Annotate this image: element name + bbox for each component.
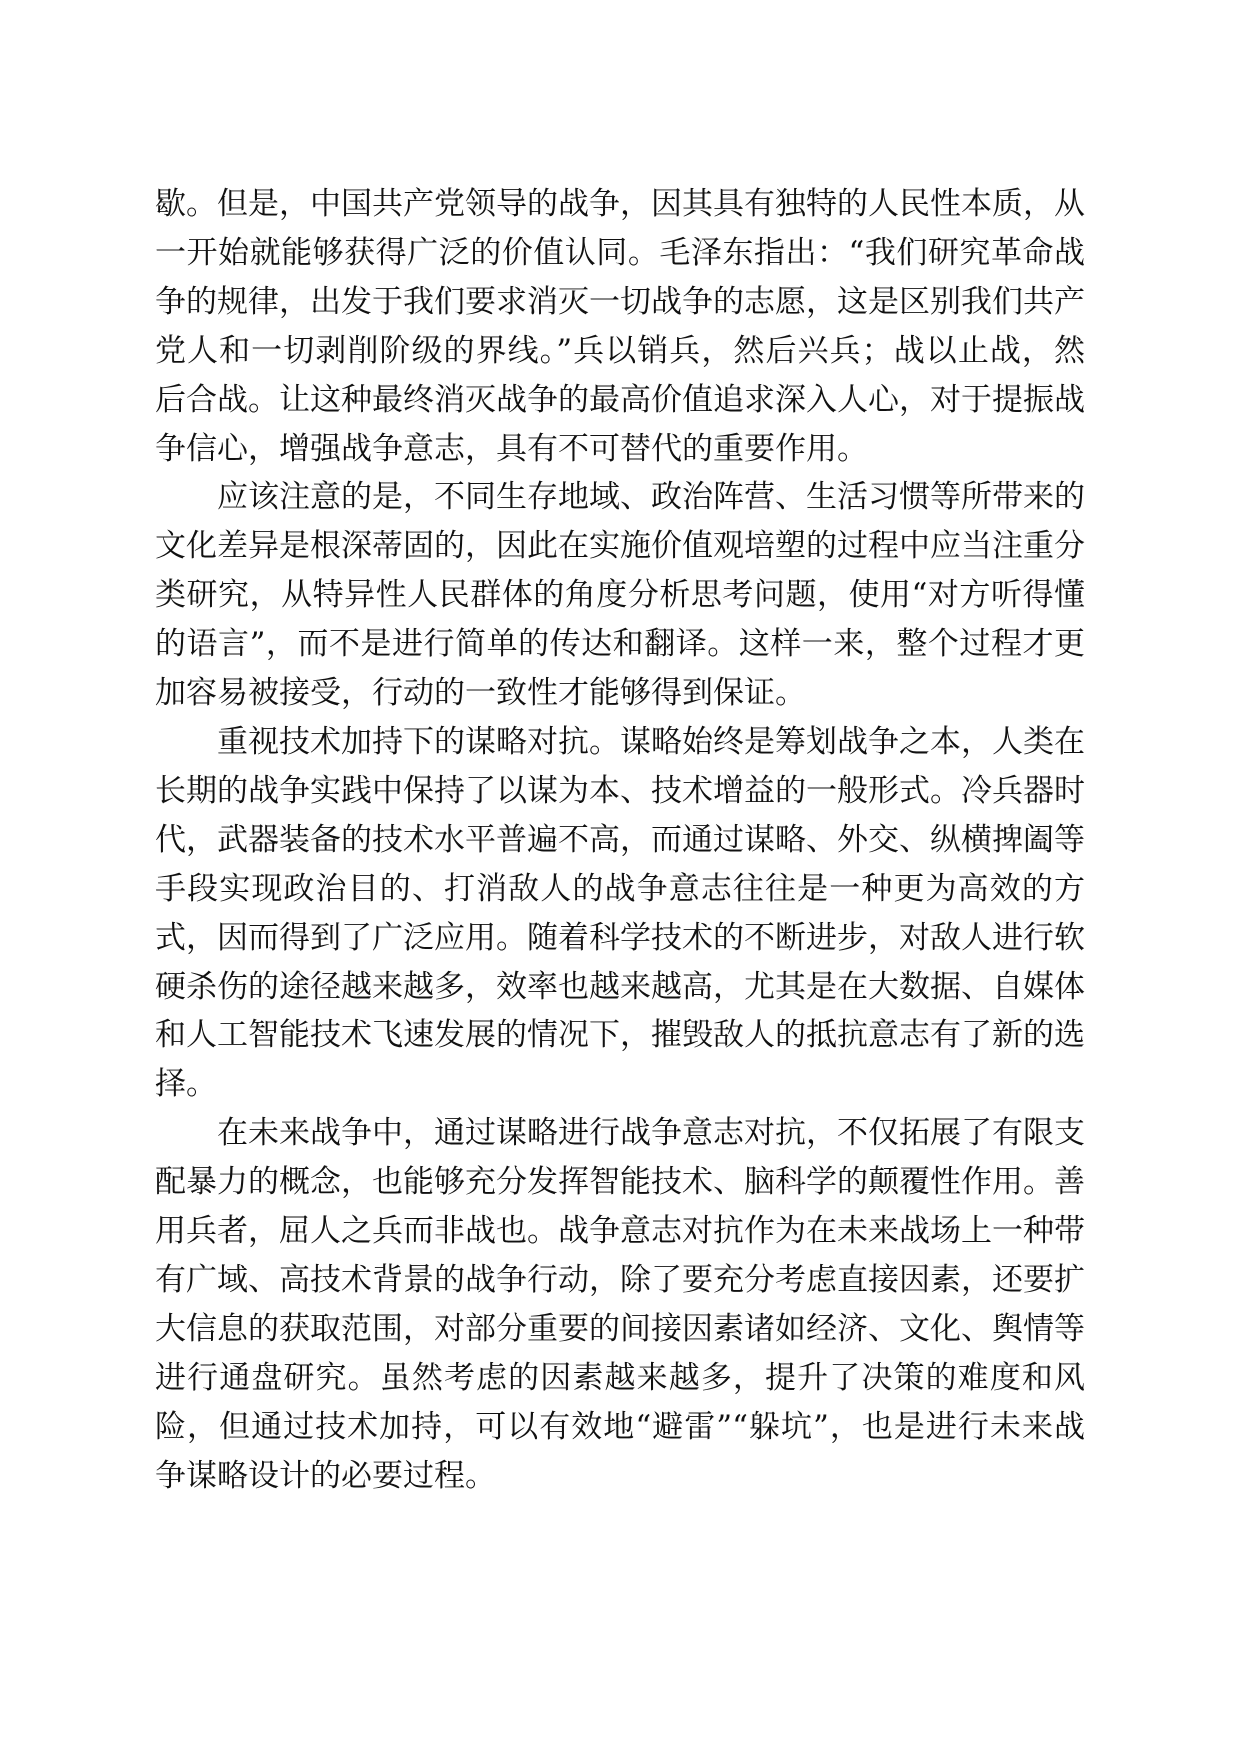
- paragraph-cultural-differences: 应该注意的是，不同生存地域、政治阵营、生活习惯等所带来的文化差异是根深蒂固的，因此在实施价值观培塑的过程中应当注重分类研究，从特异性人民群体的角度分析思考问题，使用“对方听得懂的语言”，而不是进行简单的传达和翻译。这样一来，整个过程才更加容易被接受，行动的一致性才能够得到保证。: [155, 479, 1085, 712]
- paragraph-continuation: 歇。但是，中国共产党领导的战争，因其具有独特的人民性本质，从一开始就能够获得广泛的价值认同。毛泽东指出：“我们研究革命战争的规律，出发于我们要求消灭一切战争的志愿，这是区别我们共产党人和一切剥削阶级的界线。”兵以销兵，然后兴兵；战以止战，然后合战。让这种最终消灭战争的最高价值追求深入人心，对于提振战争信心，增强战争意志，具有不可替代的重要作用。: [155, 186, 1085, 467]
- paragraph-strategy-confrontation: 重视技术加持下的谋略对抗。谋略始终是筹划战争之本，人类在长期的战争实践中保持了以谋为本、技术增益的一般形式。冷兵器时代，武器装备的技术水平普遍不高，而通过谋略、外交、纵横捭阖等手段实现政治目的、打消敌人的战争意志往往是一种更为高效的方式，因而得到了广泛应用。随着科学技术的不断进步，对敌人进行软硬杀伤的途径越来越多，效率也越来越高，尤其是在大数据、自媒体和人工智能技术飞速发展的情况下，摧毁敌人的抵抗意志有了新的选择。: [155, 723, 1085, 1103]
- body-text: [155, 180, 1085, 1500]
- paragraph-future-warfare: 在未来战争中，通过谋略进行战争意志对抗，不仅拓展了有限支配暴力的概念，也能够充分发挥智能技术、脑科学的颠覆性作用。善用兵者，屈人之兵而非战也。战争意志对抗作为在未来战场上一种带有广域、高技术背景的战争行动，除了要充分考虑直接因素，还要扩大信息的获取范围，对部分重要的间接因素诸如经济、文化、舆情等进行通盘研究。虽然考虑的因素越来越多，提升了决策的难度和风险，但通过技术加持，可以有效地“避雷”“躲坑”，也是进行未来战争谋略设计的必要过程。: [155, 1115, 1085, 1494]
